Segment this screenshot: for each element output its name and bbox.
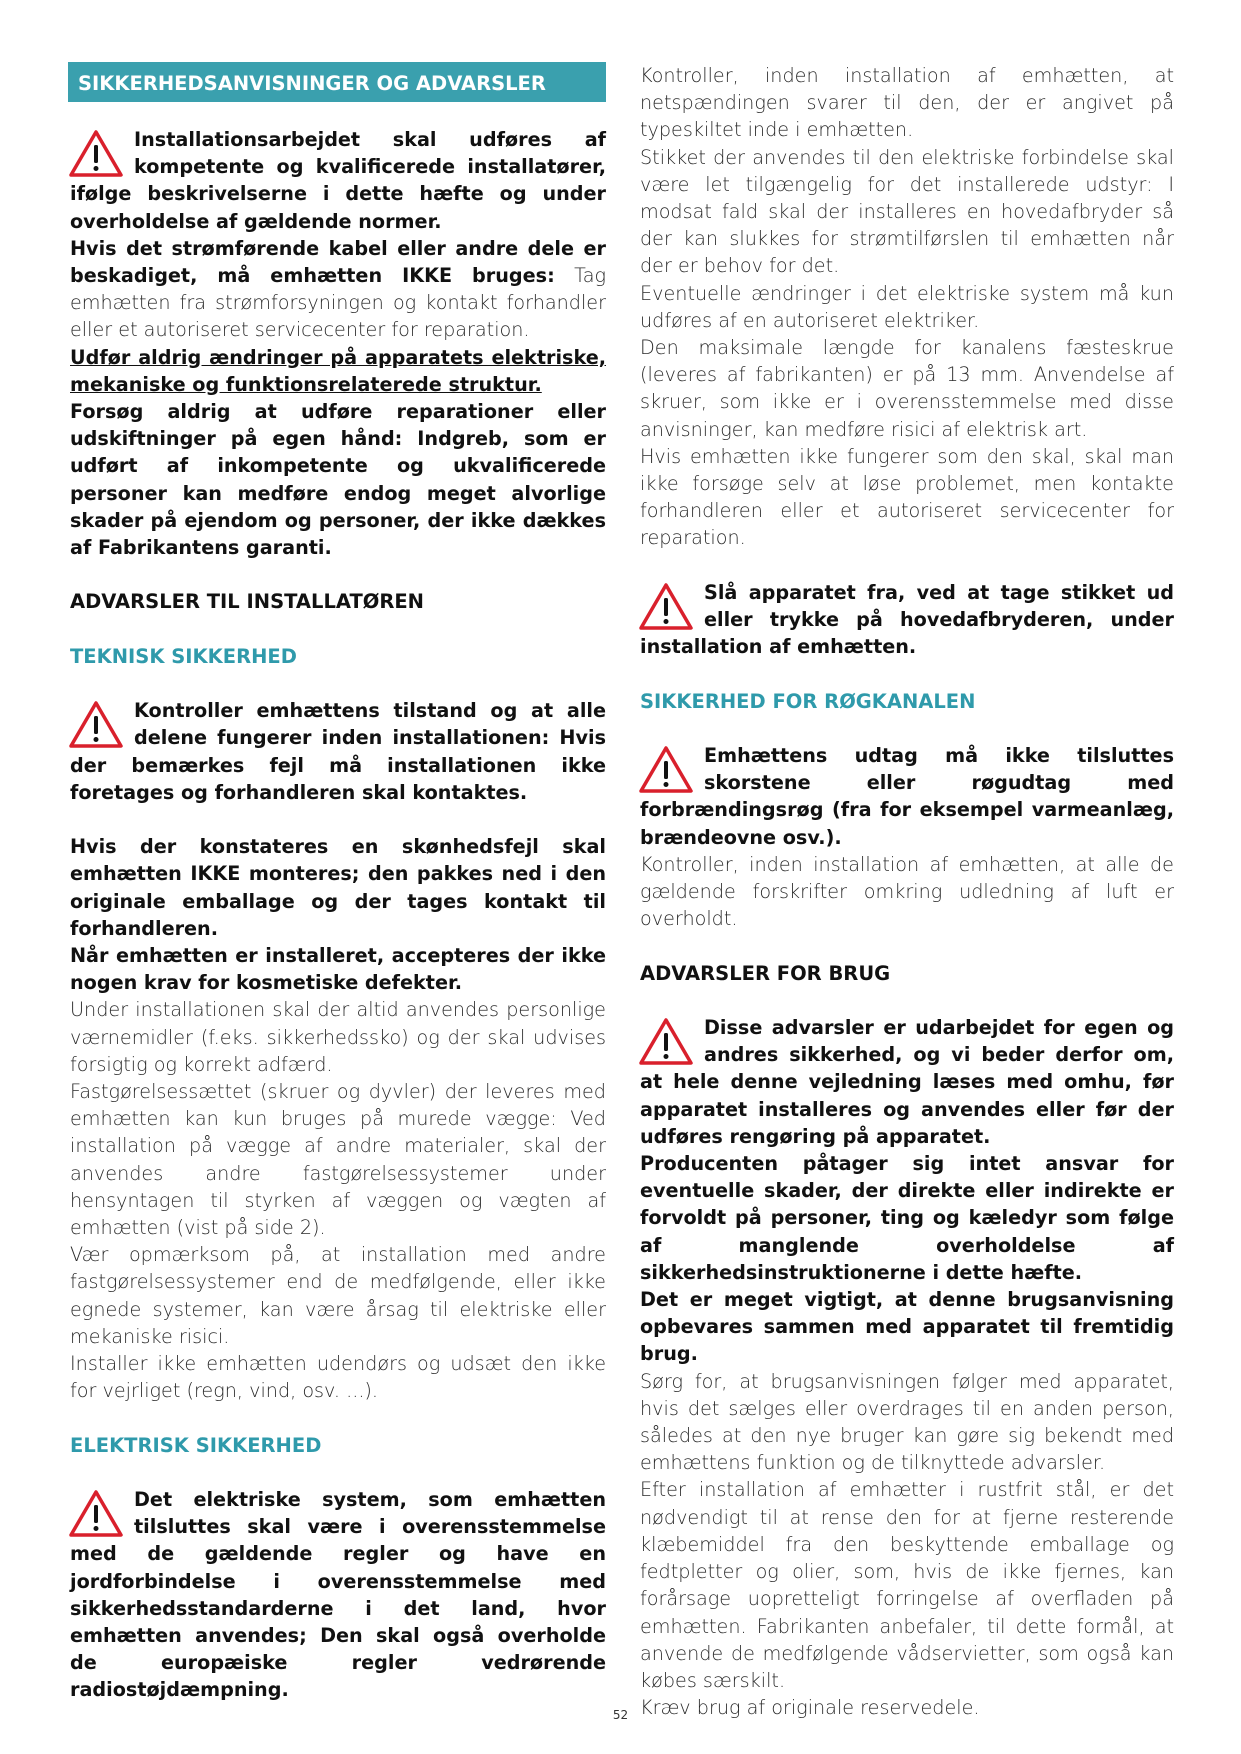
paragraph-voltage: Kontroller, inden installation af emhætten, at netspændingen svarer til den, der er angivet på typeskiltet inde i emhætten. xyxy=(640,64,1174,142)
heading-electrical-safety: ELEKTRISK SIKKERHED xyxy=(70,1433,322,1457)
paragraph-plug: Stikket der anvendes til den elektriske forbindelse skal være let tilgængelig for det installerede udstyr: I modsat fald skal der installeres en hovedafbryder så der kan slukkes for strømtilførslen til emhætten når der er behov for det. xyxy=(640,145,1174,278)
warning-block-flue xyxy=(640,742,1174,932)
warning-text: Slå apparatet fra, ved at tage stikket ud eller trykke på hovedafbryderen, under installation af emhætten. xyxy=(640,580,1174,659)
warning-text-light: Kontroller, inden installation af emhætten, at alle de gældende forskrifter omkring udledning af luft er overholdt. xyxy=(640,852,1174,931)
heading-installer-warnings: ADVARSLER TIL INSTALLATØREN xyxy=(70,590,424,614)
warning-block-check xyxy=(70,697,606,806)
warning-triangle-icon xyxy=(638,582,694,632)
paragraph-malfunction: Hvis emhætten ikke fungerer som den skal, skal man ikke forsøge selv at løse problemet, men kontakte forhandleren eller et autoriseret servicecenter for reparation. xyxy=(640,444,1174,550)
paragraph-original-parts: Kræv brug af originale reservedele. xyxy=(640,1696,980,1720)
paragraph-cosmetic-defect: Hvis der konstateres en skønhedsfejl skal emhætten IKKE monteres; den pakkes ned i den originale emballage og der tages kontakt til forhandleren. xyxy=(70,835,606,940)
warning-text: Installationsarbejdet skal udføres af kompetente og kvalificerede installatører, ifølge beskrivelserne i dette hæfte og under overholdelse af gældende normer. xyxy=(70,128,606,233)
paragraph-changes: Eventuelle ændringer i det elektriske system må kun udføres af en autoriseret elektriker. xyxy=(640,281,1174,332)
paragraph-ppe: Under installationen skal der altid anvendes personlige værnemidler (f.eks. sikkerhedssko) og der skal udvises forsigtig og korrekt adfærd. xyxy=(70,998,606,1076)
page-number: 52 xyxy=(612,1708,629,1722)
heading-use-warnings: ADVARSLER FOR BRUG xyxy=(640,961,891,985)
warning-text: Forsøg aldrig at udføre reparationer eller udskiftninger på egen hånd: Indgreb, som er udført af inkompetente og ukvalificerede personer kan medføre endog meget alvorlige skader på ejendom og personer, der ikke dækkes af Fabrikantens garanti. xyxy=(70,400,606,560)
left-column xyxy=(70,62,606,1704)
warning-block-disconnect xyxy=(640,579,1174,661)
paragraph-outdoor: Installer ikke emhætten udendørs og udsæt den ikke for vejrliget (regn, vind, osv. ...). xyxy=(70,1352,606,1403)
warning-text-underlined: Udfør aldrig ændringer på apparatets elektriske, mekaniske og funktionsrelaterede struktur. xyxy=(70,345,606,396)
paragraph-manual-handover: Sørg for, at brugsanvisningen følger med apparatet, hvis det sælges eller overdrages til en anden person, således at den nye bruger kan gøre sig bekendt med emhættens funktion og de tilknyttede advarsler. xyxy=(640,1369,1174,1475)
warning-text: Det er meget vigtigt, at denne brugsanvisning opbevares sammen med apparatet til fremtidig brug. xyxy=(640,1288,1174,1366)
warning-triangle-icon xyxy=(68,1489,124,1539)
warning-text: Disse advarsler er udarbejdet for egen og andres sikkerhed, og vi beder derfor om, at hele denne vejledning læses med omhu, før apparatet installeres og anvendes eller før der udføres rengøring på apparatet. xyxy=(640,1016,1174,1148)
warning-triangle-icon xyxy=(68,129,124,179)
warning-text: Emhættens udtag må ikke tilsluttes skorstene eller røgudtag med forbrændingsrøg (fra for eksempel varmeanlæg, brændeovne osv.). xyxy=(640,744,1174,849)
warning-text: Producenten påtager sig intet ansvar for eventuelle skader, der direkte eller indirekte er forvoldt på personer, ting og kæledyr som følge af manglende overholdelse af sikkerhedsinstruktionerne i dette hæfte. xyxy=(640,1152,1174,1284)
paragraph-screw: Den maksimale længde for kanalens fæsteskrue (leveres af fabrikanten) er på 13 mm. Anvendelse af skruer, som ikke er i overensstemmelse med disse anvisninger, kan medføre risici af elektrisk art. xyxy=(640,336,1174,441)
warning-text: Kontroller emhættens tilstand og at alle delene fungerer inden installationen: Hvis der bemærkes fejl må installationen ikke foretages og forhandleren skal kontaktes. xyxy=(70,699,606,804)
heading-technical-safety: TEKNISK SIKKERHED xyxy=(70,644,297,668)
warning-triangle-icon xyxy=(638,745,694,795)
paragraph-other-fixing: Vær opmærksom på, at installation med andre fastgørelsessystemer end de medfølgende, eller ikke egnede systemer, kan være årsag til elektriske eller mekaniske risici. xyxy=(70,1243,606,1348)
heading-flue-safety: SIKKERHED FOR RØGKANALEN xyxy=(640,689,976,713)
warning-triangle-icon xyxy=(638,1017,694,1067)
warning-text xyxy=(70,235,606,344)
warning-text-light: Tag emhætten fra strømforsyningen og kontakt forhandler eller et autoriseret servicecenter for reparation. xyxy=(70,264,606,342)
right-column xyxy=(640,62,1174,1721)
section-title: SIKKERHEDSANVISNINGER OG ADVARSLER xyxy=(68,62,606,102)
warning-triangle-icon xyxy=(68,700,124,750)
warning-block-electrical xyxy=(70,1486,606,1704)
warning-block-use xyxy=(640,1014,1174,1721)
warning-text-bold: Hvis det strømførende kabel eller andre dele er beskadiget, må emhætten IKKE bruges: xyxy=(70,236,606,288)
paragraph-installed: Når emhætten er installeret, accepteres der ikke nogen krav for kosmetiske defekter. xyxy=(70,944,606,995)
paragraph-cleaning: Efter installation af emhætter i rustfrit stål, er det nødvendigt til at rense den for at fjerne resterende klæbemiddel fra den beskyttende emballage og fedtpletter og olier, som, hvis de ikke fjernes, kan forårsage uopretteligt forringelse af overfladen på emhætten. Fabrikanten anbefaler, til dette formål, at anvende de medfølgende vådservietter, som også kan købes særskilt. xyxy=(640,1478,1174,1692)
warning-block-installation xyxy=(70,126,606,561)
paragraph-fixing-kit: Fastgørelsessættet (skruer og dyvler) der leveres med emhætten kan kun bruges på murede vægge: Ved installation på vægge af andre materialer, skal der anvendes andre fastgørelsessystemer under hensyntagen til styrken af væggen og vægten af emhætten (vist på side 2). xyxy=(70,1080,606,1240)
warning-text: Det elektriske system, som emhætten tilsluttes skal være i overensstemmelse med de gældende regler og have en jordforbindelse i overensstemmelse med sikkerhedsstandarderne i det land, hvor emhætten anvendes; Den skal også overholde de europæiske regler vedrørende radiostøjdæmpning. xyxy=(70,1488,606,1702)
